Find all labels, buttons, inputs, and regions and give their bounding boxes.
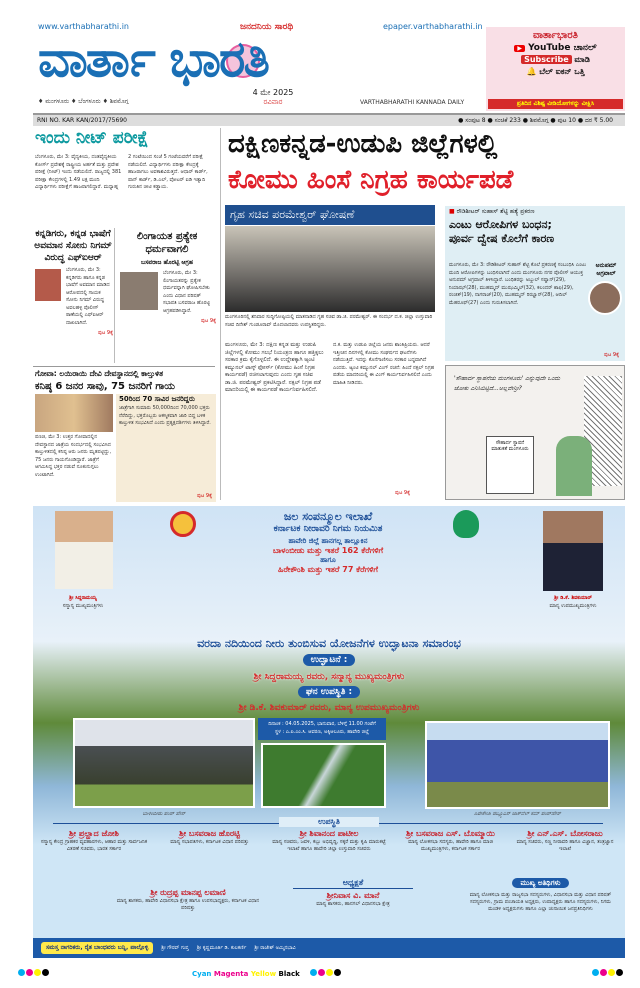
- guest-item: [269, 829, 389, 853]
- guest-item: [113, 888, 263, 912]
- guest-item: [395, 829, 507, 853]
- english-name: VARTHABHARATHI KANNADA DAILY: [360, 99, 465, 106]
- event-date: ದಿನಾಂಕ : 04.05.2025, ಭಾನುವಾರ, ಬೆಳಿಗ್ಗೆ 11.00 ಗಂಟೆಗೆ: [268, 721, 376, 727]
- lingayat-subhead: ಬಸವರಾಜ ಹೊರಟ್ಟಿ ಆಗ್ರಹ: [141, 259, 193, 266]
- issue-day: ರವಿವಾರ: [263, 98, 283, 106]
- main-body-col2: ದ.ಕ. ಮತ್ತು ಉಡುಪಿ ಜಿಲ್ಲೆಯ ಜನರು ಶಾಂತಿಪ್ರಿಯರು. ಆದರೆ ಇತ್ತೀಚಿನ ದಿನಗಳಲ್ಲಿ ಕೋಮು ಸಂಘರ್ಷದ ಘಟನೆಗಳು ನಡೆಯುತ್ತಿವೆ. ಇದನ್ನು ಕೊನೆಗಾಣಿಸಲು ಸರಕಾರ ಬದ್ಧವಾಗಿದೆ ಎಂದರು. ಆ್ಯಂಟಿ ಕಮ್ಯುನಲ್ ವಿಂಗ್ ರಚನೆ: ಹಿಂದೆ ನಕ್ಸಲ್ ನಿಗ್ರಹ ಪಡೆಯ ಮಾದರಿಯಲ್ಲಿ ಈ ವಿಂಗ್ ಕಾರ್ಯನಿರ್ವಹಿಸಲಿದೆ ಎಂದು ಮಾಹಿತಿ ನೀಡಿದರು.: [333, 342, 435, 386]
- main-headline-line1: ದಕ್ಷಿಣಕನ್ನಡ-ಉಡುಪಿ ಜಿಲ್ಲೆಗಳಲ್ಲಿ: [228, 129, 498, 159]
- cartoon-newspaper: ಸೌಹಾರ್ದ ಸ್ಥಾಪನೆ ಮಾತುಕತೆ ಮಂಗಳೂರು: [486, 436, 534, 494]
- suhas-kicker: ರೌಡಿಶೀಟರ್ ಸುಹಾಸ್ ಶೆಟ್ಟಿ ಹತ್ಯೆ ಪ್ರಕರಣ: [456, 208, 535, 215]
- chair-title: ಮಾನ್ಯ ಶಾಸಕರು, ಹಾನಗಲ್ ವಿಧಾನಸಭಾ ಕ್ಷೇತ್ರ: [316, 901, 390, 907]
- guest-name: ಶ್ರೀ ರುದ್ರಪ್ಪ ಮಾನಪ್ಪ ಲಮಾಣಿ: [150, 888, 226, 897]
- registration-dots-left: [18, 961, 50, 980]
- ad-event-title: ವರದಾ ನದಿಯಿಂದ ನೀರು ತುಂಬಿಸುವ ಯೋಜನೆಗಳ ಉದ್ಘಾಟನಾ ಸಮಾರಂಭ: [197, 637, 461, 650]
- sonu-body: ಬೆಂಗಳೂರು, ಮೇ 3: ಕನ್ನಡಿಗರು ಹಾಗೂ ಕನ್ನಡ ಭಾಷೆಗೆ ಅವಮಾನ ಮಾಡಿದ ಆರೋಪದಲ್ಲಿ ಗಾಯಕ ಸೋನು ನಿಗಮ್ ವಿರುದ್ಧ ಅವಲಹಳ್ಳಿ ಪೊಲೀಸ್ ಠಾಣೆಯಲ್ಲಿ ಎಫ್‌ಐಆರ್ ದಾಖಲಾಗಿದೆ.: [66, 267, 110, 326]
- commissioner-photo: [588, 281, 622, 315]
- epaper-url[interactable]: epaper.varthabharathi.in: [383, 22, 483, 31]
- masthead-title: ವಾರ್ತಾ ಭಾರತಿ: [38, 30, 268, 88]
- issue-meta: ● ಸಂಪುಟ 8 ● ಸಂಚಿಕೆ 233 ● ಶಿವಮೊಗ್ಗ ● ಪುಟ 10 ● ದರ ₹ 5.00: [458, 117, 613, 124]
- yt-line1: YouTube ಚಾನಲ್: [528, 43, 597, 53]
- bell-icon: 🔔: [526, 67, 537, 76]
- youtube-play-icon: ▶: [514, 45, 525, 52]
- inaugurator: ಶ್ರೀ ಸಿದ್ದರಾಮಯ್ಯ ರವರು, ಸನ್ಮಾನ್ಯ ಮುಖ್ಯಮಂತ್ರಿಗಳು: [253, 672, 405, 682]
- guest-name: ಶ್ರೀ ಎನ್.ಎಸ್. ಬೋಸರಾಜು: [527, 829, 603, 838]
- canal-photo: [261, 743, 386, 808]
- chief-guests: ಮಾನ್ಯ ಲೋಕಸಭಾ ಮತ್ತು ರಾಜ್ಯಸಭಾ ಸದಸ್ಯರುಗಳು, ವಿಧಾನಸಭಾ ಮತ್ತು ವಿಧಾನ ಪರಿಷತ್ ಸದಸ್ಯರುಗಳು, ಗ್ರಾಮ ಪಂಚಾಯತಿ ಅಧ್ಯಕ್ಷರು, ಉಪಾಧ್ಯಕ್ಷರು ಹಾಗೂ ಸದಸ್ಯರುಗಳು, ನಿಗಮ ಮಂಡಳಿ ಅಧ್ಯಕ್ಷರುಗಳು ಹಾಗೂ ಎಲ್ಲಾ ಚುನಾಯಿತ ಜನಪ್ರತಿನಿಧಿಗಳು: [469, 892, 612, 912]
- goa-headline-line1: ಗೋವಾ: ಲಯಿರಾಯಿ ದೇವಿ ದೇವಸ್ಥಾನದಲ್ಲಿ ಕಾಲ್ತುಳಿತ: [35, 369, 164, 378]
- minister-press-photo: [225, 226, 435, 312]
- yt-banner: ಪ್ರತಿದಿನ ವಿಶಿಷ್ಟ ವೀಡಿಯೋಗಳನ್ನು ವೀಕ್ಷಿಸಿ: [488, 99, 623, 109]
- website-url[interactable]: www.varthabharathi.in: [38, 22, 129, 31]
- tagline: ಜನದನಿಯ ಸಾರಥಿ: [240, 22, 294, 32]
- presence-name: ಶ್ರೀ ಡಿ.ಕೆ. ಶಿವಕುಮಾರ್ ರವರು, ಮಾನ್ಯ ಉಪಮುಖ್ಯಮಂತ್ರಿಗಳು: [238, 703, 420, 713]
- continued-link[interactable]: ಪುಟ 9ಕ್ಕೆ: [200, 318, 216, 324]
- official-1: ಶ್ರೀ ಗೌರವ್ ಗುಪ್ತ: [161, 945, 189, 951]
- sonu-story: [33, 228, 113, 336]
- ad-line4: ಹಿರೇಕೌಂಶಿ ಮತ್ತು ಇತರೆ 77 ಕೆರೆಗಳಿಗೆ: [277, 565, 378, 574]
- sonu-headline: ಕನ್ನಡಿಗರು, ಕನ್ನಡ ಭಾಷೆಗೆ ಅವಮಾನ ಸೋನು ನಿಗಮ್ ವಿರುದ್ಧ ಎಫ್‌ಐಆರ್: [34, 229, 112, 263]
- bell-line: [486, 67, 625, 77]
- youtube-promo[interactable]: [486, 27, 625, 111]
- continued-link[interactable]: ಪುಟ 9ಕ್ಕೆ: [395, 490, 411, 496]
- ad-footer: [33, 938, 625, 958]
- inauguration-label: ಉದ್ಘಾಟನೆ :: [303, 654, 356, 666]
- ad-line1: ಹಾವೇರಿ ಜಿಲ್ಲೆ ಹಾನಗಲ್ಲ ತಾಲ್ಲೂಕಿನ: [288, 537, 368, 545]
- photo1-caption: ಬಾಳಂಬೀಡು ಪಂಪ್ ಹೌಸ್: [142, 811, 186, 817]
- guest-item: [156, 829, 264, 853]
- dcm-name: ಶ್ರೀ ಡಿ.ಕೆ. ಶಿವಕುಮಾರ್: [554, 595, 592, 601]
- guest-name: ಶ್ರೀ ಪ್ರಲ್ಹಾದ ಜೋಶಿ: [69, 829, 119, 838]
- chair-name: ಶ್ರೀನಿವಾಸ ವಿ. ಮಾನೆ: [326, 891, 380, 900]
- cartoon-speech: 'ಸೌಹಾರ್ದ ಸ್ಥಾಪನೆಯ ಮಂಗಳೂರು' ಎನ್ನುವುದೇ ಒಂದು ಜೋಕು ಎನಿಸಿಬಿಟ್ಟಿದೆ...ಅಲ್ಲವೇನ್ರೀ?: [454, 375, 561, 392]
- magenta-label: Magenta: [213, 970, 249, 978]
- guest-name: ಶ್ರೀ ಶಿವಾನಂದ ಪಾಟೀಲ: [299, 829, 359, 838]
- event-schedule: [258, 718, 386, 740]
- main-body-col1: ಮಂಗಳೂರು, ಮೇ 3: ದಕ್ಷಿಣ ಕನ್ನಡ ಮತ್ತು ಉಡುಪಿ ಜಿಲ್ಲೆಗಳಲ್ಲಿ ಕೋಮು ಗಲಭೆ ನಿಯಂತ್ರಣ ಹಾಗೂ ಹತ್ತಿಕ್ಕಲು ಸರಕಾರ ಕ್ರಮ ಕೈಗೊಳ್ಳಲಿದೆ. ಈ ಉದ್ದೇಶಕ್ಕಾಗಿ ಆ್ಯಂಟಿ ಕಮ್ಯುನಲ್ ಟಾಸ್ಕ್ ಫೋರ್ಸ್ (ಕೋಮು ಹಿಂಸೆ ನಿಗ್ರಹ ಕಾರ್ಯಪಡೆ) ರಚಿಸಲಾಗುವುದು ಎಂದು ಗೃಹ ಸಚಿವ ಡಾ.ಜಿ. ಪರಮೇಶ್ವರ್ ಪ್ರಕಟಿಸಿದ್ದಾರೆ. ನಕ್ಸಲ್ ನಿಗ್ರಹ ಪಡೆ ಮಾದರಿಯಲ್ಲಿ ಈ ಕಾರ್ಯಪಡೆ ಕಾರ್ಯನಿರ್ವಹಿಸಲಿದೆ.: [225, 342, 324, 393]
- photo-label: ಅನುಪಮ್ ಅಗ್ರವಾಲ್: [595, 262, 617, 277]
- ad-corp: ಕರ್ನಾಟಕ ನೀರಾವರಿ ನಿಗಮ ನಿಯಮಿತ: [273, 524, 383, 534]
- lingayat-headline: ಲಿಂಗಾಯತ ಪ್ರತ್ಯೇಕ ಧರ್ಮವಾಗಲಿ: [136, 231, 198, 255]
- cm-name: ಶ್ರೀ ಸಿದ್ದರಾಮಯ್ಯ: [69, 595, 97, 601]
- cm-photo: [55, 511, 113, 589]
- guest-name: ಶ್ರೀ ಬಸವರಾಜ ಹೊರಟ್ಟಿ: [179, 829, 240, 838]
- main-headline-line2: ಕೋಮು ಹಿಂಸೆ ನಿಗ್ರಹ ಕಾರ್ಯಪಡೆ: [228, 165, 514, 195]
- guest-title: ಮಾನ್ಯ ಸಭಾಪತಿಗಳು, ಕರ್ನಾಟಕ ವಿಧಾನ ಪರಿಷತ್ತು: [170, 839, 249, 845]
- cm-title: ಸನ್ಮಾನ್ಯ ಮುಖ್ಯಮಂತ್ರಿಗಳು: [62, 603, 104, 609]
- chief-guests-label: ಮುಖ್ಯ ಅತಿಥಿಗಳು: [512, 878, 568, 888]
- bullet-icon: ■: [449, 208, 455, 215]
- presence-label: ಘನ ಉಪಸ್ಥಿತಿ :: [298, 686, 360, 698]
- editions: ♦ ಮಂಗಳೂರು ♦ ಬೆಂಗಳೂರು ♦ ಶಿವಮೊಗ್ಗ: [38, 98, 129, 105]
- goa-box-title: 50ರಿಂದ 70 ಸಾವಿರ ಜನರಿದ್ದರು: [119, 395, 195, 403]
- editorial-cartoon: [445, 365, 625, 500]
- dcm-photo: [543, 511, 603, 591]
- rni-number: RNI NO. KAR KAN/2017/75690: [37, 117, 127, 124]
- registration-dots-center: [310, 961, 342, 980]
- sonu-nigam-photo: [33, 267, 63, 303]
- kaveri-pot-logo: [453, 510, 479, 538]
- dcm-title: ಮಾನ್ಯ ಉಪಮುಖ್ಯಮಂತ್ರಿಗಳು: [549, 603, 597, 609]
- chair-heading: ಅಧ್ಯಕ್ಷತೆ: [293, 878, 413, 889]
- cartoon-woman: [556, 436, 592, 496]
- official-2: ಶ್ರೀ ಕೃಷ್ಣಮೂರ್ತಿ ಡಿ. ಕುಲಕರ್ಣಿ: [196, 945, 247, 951]
- guest-list: [38, 829, 618, 853]
- guest-name: ಶ್ರೀ ಬಸವರಾಜ ಎಸ್. ಬೊಮ್ಮಾಯಿ: [406, 829, 495, 838]
- govt-advertisement: [33, 506, 625, 958]
- info-bar: [33, 113, 625, 126]
- suhas-body: ಮಂಗಳೂರು, ಮೇ 3: ರೌಡಿಶೀಟರ್ ಸುಹಾಸ್ ಶೆಟ್ಟಿ ಕೊಲೆ ಪ್ರಕರಣಕ್ಕೆ ಸಂಬಂಧಿಸಿ ಎಂಟು ಮಂದಿ ಆರೋಪಿಗಳನ್ನು ಬಂಧಿಸಲಾಗಿದೆ ಎಂದು ಮಂಗಳೂರು ನಗರ ಪೊಲೀಸ್ ಆಯುಕ್ತ ಅನುಪಮ್ ಅಗ್ರವಾಲ್ ತಿಳಿಸಿದ್ದಾರೆ. ಬಂಧಿತರನ್ನು ಅಬ್ದುಲ್ ಸಫ್ವಾನ್(29), ನಿಯಾಝ್(28), ಮುಹಮ್ಮದ್ ಮುಝಮ್ಮಿಲ್(32), ಕಲಂದರ್ ಶಾಫಿ(29), ರಂಜಿತ್(19), ನಾಗರಾಜ್(20), ಮುಹಮ್ಮದ್ ರಿಝ್ವಾನ್(28), ಆದಿಲ್ ಮೆಹರೂಫ್(27) ಎಂದು ಗುರುತಿಸಲಾಗಿದೆ.: [449, 262, 587, 306]
- ad-line2: ಬಾಳಂಬೀಡು ಮತ್ತು ಇತರೆ 162 ಕೆರೆಗಳಿಗೆ: [272, 546, 384, 555]
- color-bar-labels: [192, 970, 300, 978]
- pump-house-photo: [73, 718, 255, 808]
- goa-headline-line2: ಕನಿಷ್ಠ 6 ಜನರ ಸಾವು, 75 ಜನರಿಗೆ ಗಾಯ: [35, 381, 176, 392]
- registration-dots-right: [592, 961, 624, 980]
- karnataka-emblem: [170, 511, 196, 537]
- divider: [114, 228, 115, 363]
- guest-title: ಮಾನ್ಯ ಶಾಸಕರು, ಹಾವೇರಿ ವಿಧಾನಸಭಾ ಕ್ಷೇತ್ರ ಹಾಗೂ ಉಪಸಭಾಧ್ಯಕ್ಷರು, ಕರ್ನಾಟಕ ವಿಧಾನ ಪರಿಷತ್ತು: [116, 898, 260, 911]
- guest-title: ಮಾನ್ಯ ಲೋಕಸಭಾ ಸದಸ್ಯರು, ಹಾವೇರಿ ಹಾಗೂ ಮಾಜಿ ಮುಖ್ಯಮಂತ್ರಿಗಳು, ಕರ್ನಾಟಕ ಸರ್ಕಾರ: [408, 839, 493, 852]
- jackwell-photo: [425, 721, 610, 809]
- goa-body: ಪಣಜಿ, ಮೇ 3: ಉತ್ತರ ಗೋವಾದಲ್ಲಿನ ದೇವಸ್ಥಾನದ ಜಾತ್ರೆಯ ಸಂದರ್ಭದಲ್ಲಿ ಸಂಭವಿಸಿದ ಕಾಲ್ತುಳಿತದಲ್ಲಿ ಕನಿಷ್ಠ ಆರು ಜನರು ಮೃತಪಟ್ಟಿದ್ದು, 75 ಜನರು ಗಾಯಗೊಂಡಿದ್ದಾರೆ. ಜಾತ್ರೆಗೆ ಆಗಮಿಸಿದ್ದ ಭಕ್ತರ ನಡುವೆ ನೂಕುನುಗ್ಗಲು ಉಂಟಾಗಿದೆ.: [35, 434, 112, 478]
- guest-item: [512, 829, 618, 853]
- presence-heading: ಉಪಸ್ಥಿತಿ: [279, 817, 379, 827]
- guest-item: [38, 829, 150, 853]
- event-venue: ಸ್ಥಳ : ಎ.ಪಿ.ಎಂ.ಸಿ. ಆವರಣ, ಅಕ್ಕಿಆಲೂರು, ಹಾವೇರಿ ಜಿಲ್ಲೆ: [274, 729, 370, 735]
- lingayat-body: ಬೆಂಗಳೂರು, ಮೇ 3: ಲಿಂಗಾಯತರನ್ನು ಪ್ರತ್ಯೇಕ ಧರ್ಮವನ್ನಾಗಿ ಘೋಷಿಸಬೇಕು ಎಂದು ವಿಧಾನ ಪರಿಷತ್ ಸಭಾಪತಿ ಬಸವರಾಜ ಹೊರಟ್ಟಿ ಆಗ್ರಹಪಡಿಸಿದ್ದಾರೆ.: [163, 270, 211, 314]
- yt-line2: ಮಾಡಿ: [574, 55, 590, 64]
- photo3-caption: ಹಿರೇಕೌಂಶಿ ಡಬ್ಲ್ಯೂಎಸ್ ಜಾಕ್‌ವೆಲ್ ಕಮ್ ಪಂಪ್‌ಹೌಸ್: [474, 811, 561, 817]
- continued-link[interactable]: ಪುಟ 9ಕ್ಕೆ: [97, 330, 113, 336]
- divider: [33, 366, 215, 367]
- yellow-label: Yellow: [250, 970, 277, 978]
- stampede-photo: [35, 394, 113, 432]
- issue-date: 4 ಮೇ 2025: [252, 88, 294, 97]
- suhas-headline-line1: ಎಂಟು ಆರೋಪಿಗಳ ಬಂಧನ;: [449, 218, 552, 231]
- main-caption: ಮಂಗಳೂರಿನಲ್ಲಿ ಶನಿವಾರ ಸುದ್ದಿಗೋಷ್ಠಿಯಲ್ಲಿ ಮಾತನಾಡಿದ ಗೃಹ ಸಚಿವ ಡಾ.ಜಿ. ಪರಮೇಶ್ವರ್. ಈ ಸಂದರ್ಭ ದ.ಕ. ಜಿಲ್ಲಾ ಉಸ್ತುವಾರಿ ಸಚಿವ ದಿನೇಶ್ ಗುಂಡೂರಾವ್ ಮೊದಲಾದವರು ಉಪಸ್ಥಿತರಿದ್ದರು.: [225, 314, 433, 328]
- column-divider: [220, 128, 221, 500]
- official-3: ಶ್ರೀ ರಾಜೇಶ್ ಅಮ್ಮಿನಭಾವಿ: [254, 945, 296, 951]
- goa-box: [116, 394, 216, 502]
- guest-title: ಮಾನ್ಯ ಸಚಿವರು, ಸಣ್ಣ ನೀರಾವರಿ ಹಾಗೂ ವಿಜ್ಞಾನ, ತಂತ್ರಜ್ಞಾನ ಇಲಾಖೆ: [516, 839, 614, 852]
- welcome-note: ಸಮಸ್ತ ನಾಗರಿಕರು, ರೈತ ಬಾಂಧವರು ಬನ್ನಿ, ಪಾಲ್ಗೊಳ್ಳಿ: [41, 942, 153, 954]
- lingayat-story: [118, 230, 216, 324]
- yt-brand: ವಾರ್ತಾಭಾರತಿ: [533, 30, 578, 41]
- yt-line3: ಬೆಲ್ ಐಕನ್ ಒತ್ತಿ: [539, 67, 585, 76]
- ad-line3: ಹಾಗೂ: [320, 556, 336, 564]
- goa-box-body: ಜಾತ್ರೆಗಾಗಿ ಸುಮಾರು 50,000ದಿಂದ 70,000 ಭಕ್ತರು ನೆರೆದಿದ್ದು, ಭಕ್ತರೊಬ್ಬರು ಆಕಸ್ಮಿಕವಾಗಿ ಜಾರಿ ಬಿದ್ದ ಬಳಿಕ ಕಾಲ್ತುಳಿತ ಸಂಭವಿಸಿದೆ ಎಂದು ಪ್ರತ್ಯಕ್ಷದರ್ಶಿಗಳು ತಿಳಿಸಿದ್ದಾರೆ.: [119, 405, 211, 426]
- cyan-label: Cyan: [192, 970, 212, 978]
- main-banner: ಗೃಹ ಸಚಿವ ಪರಮೇಶ್ವರ್ ಘೋಷಣೆ: [225, 205, 435, 225]
- black-label: Black: [278, 970, 300, 978]
- neet-headline: ಇಂದು ನೀಟ್ ಪರೀಕ್ಷೆ: [35, 128, 149, 148]
- suhas-headline-line2: ಪೂರ್ವ ದ್ವೇಷ ಕೊಲೆಗೆ ಕಾರಣ: [449, 232, 555, 245]
- horatti-photo: [118, 270, 160, 312]
- neet-body: ಬೆಂಗಳೂರು, ಮೇ 3: ವೈದ್ಯಕೀಯ, ದಂತವೈದ್ಯಕೀಯ ಕೋರ್ಸ್ ಪ್ರವೇಶಕ್ಕೆ ರಾಷ್ಟ್ರೀಯ ಅರ್ಹತೆ ಮತ್ತು ಪ್ರವೇಶ ಪರೀಕ್ಷೆ (ನೀಟ್) ಇಂದು ನಡೆಯಲಿದೆ. ರಾಜ್ಯದಲ್ಲಿ 381 ಪರೀಕ್ಷಾ ಕೇಂದ್ರಗಳಲ್ಲಿ 1.49 ಲಕ್ಷ ಮಂದಿ ವಿದ್ಯಾರ್ಥಿಗಳು ಪರೀಕ್ಷೆಗೆ ಹಾಜರಾಗಲಿದ್ದಾರೆ. ಮಧ್ಯಾಹ್ನ 2 ಗಂಟೆಯಿಂದ ಸಂಜೆ 5 ಗಂಟೆಯವರೆಗೆ ಪರೀಕ್ಷೆ ನಡೆಯಲಿದೆ. ವಿದ್ಯಾರ್ಥಿಗಳು ಪರೀಕ್ಷಾ ಕೇಂದ್ರಕ್ಕೆ ಹಾಜರಾಗಲು ಅವಕಾಶವಿರುತ್ತದೆ. ಆಧಾರ್ ಕಾರ್ಡ್, ಪಾನ್ ಕಾರ್ಡ್, ಡಿ.ಎಲ್, ವೋಟರ್ ಐಡಿ ಇತ್ಯಾದಿ ಗುರುತಿನ ಚೀಟಿ ಕಡ್ಡಾಯ.: [35, 154, 208, 190]
- suhas-story-box: [445, 206, 625, 361]
- subscribe-button[interactable]: Subscribe: [521, 55, 572, 64]
- guest-title: ಸನ್ಮಾನ್ಯ ಕೇಂದ್ರ ಗ್ರಾಹಕರ ವ್ಯವಹಾರಗಳು, ಆಹಾರ ಮತ್ತು ಸಾರ್ವಜನಿಕ ವಿತರಣೆ ಸಚಿವರು, ಭಾರತ ಸರ್ಕಾರ: [40, 839, 148, 852]
- ad-dept: ಜಲ ಸಂಪನ್ಮೂಲ ಇಲಾಖೆ: [283, 510, 373, 523]
- guest-title: ಮಾನ್ಯ ಸಚಿವರು, ಜವಳಿ, ಕಬ್ಬು ಅಭಿವೃದ್ಧಿ, ಸಕ್ಕರೆ ಮತ್ತು ಕೃಷಿ ಮಾರುಕಟ್ಟೆ ಇಲಾಖೆ ಹಾಗೂ ಹಾವೇರಿ ಜಿಲ್ಲಾ ಉಸ್ತುವಾರಿ ಸಚಿವರು: [272, 839, 386, 852]
- continued-link[interactable]: ಪುಟ 9ಕ್ಕೆ: [196, 493, 212, 499]
- chair-block: [293, 878, 413, 908]
- continued-link[interactable]: ಪುಟ 9ಕ್ಕೆ: [603, 352, 619, 358]
